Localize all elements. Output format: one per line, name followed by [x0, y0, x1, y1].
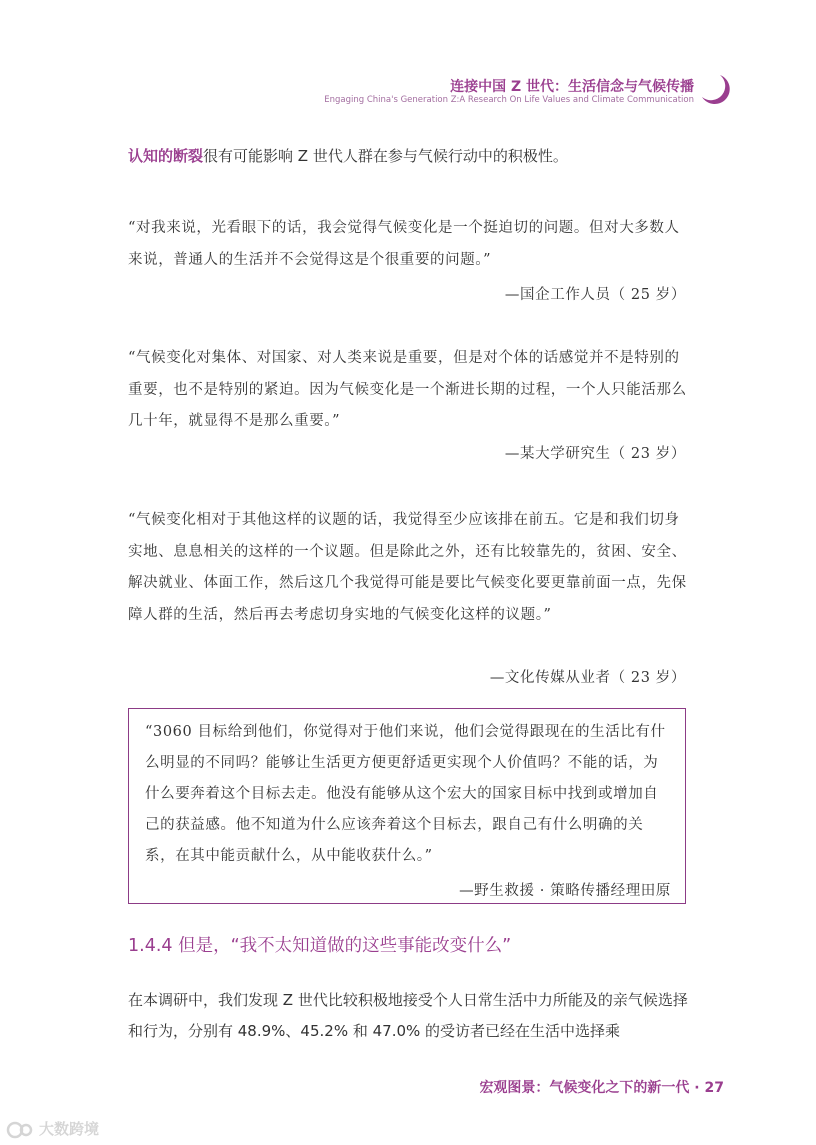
intro-highlight: 认知的断裂 [128, 147, 204, 165]
boxed-quote-text: “3060 目标给到他们，你觉得对于他们来说，他们会觉得跟现在的生活比有什么明显的不同吗？能够让生活更方便更舒适更实现个人价值吗？不能的话，为什么要奔着这个目标去走。他没有能够从这个宏大的国家目标中找到或增加自己的获益感。他不知道为什么应该奔着这个目标去，跟自己有什么明确的关系，在其中能贡献什么，从中能收获什么。” [145, 724, 666, 864]
section-title: 1.4.4 但是，“我不太知道做的这些事能改变什么” [128, 936, 512, 956]
quote-attribution: —国企工作人员（ 25 岁） [504, 287, 686, 303]
boxed-quote-attribution: —野生救援 · 策略传播经理田原 [459, 883, 671, 899]
body-paragraph: 在本调研中，我们发现 Z 世代比较积极地接受个人日常生活中力所能及的亲气候选择和行为，分别有 48.9%、45.2% 和 47.0% 的受访者已经在生活中选择乘 [128, 991, 688, 1040]
intro-paragraph [128, 145, 698, 167]
watermark-text: 大数跨境 [39, 1120, 100, 1138]
crescent-moon-icon [698, 73, 732, 107]
quote-text: “气候变化对集体、对国家、对人类来说是重要，但是对个体的话感觉并不是特别的重要，也不是特别的紧迫。因为气候变化是一个渐进长期的过程，一个人只能活那么几十年，就显得不是那么重要。” [128, 350, 687, 429]
quote-attribution: —文化传媒从业者（ 23 岁） [489, 670, 686, 686]
quote-text: “对我来说，光看眼下的话，我会觉得气候变化是一个挺迫切的问题。但对大多数人来说，普通人的生活并不会觉得这是个很重要的问题。” [128, 220, 680, 268]
page-footer: 宏观图景：气候变化之下的新一代 · 27 [479, 1080, 724, 1096]
quote-attribution: —某大学研究生（ 23 岁） [504, 446, 686, 462]
intro-text: 很有可能影响 Z 世代人群在参与气候行动中的积极性。 [203, 147, 568, 165]
logo-icon [6, 1121, 36, 1139]
quote-text: “气候变化相对于其他这样的议题的话，我觉得至少应该排在前五。它是和我们切身实地、息息相关的这样的一个议题。但是除此之外，还有比较靠先的，贫困、安全、解决就业、体面工作，然后这几个我觉得可能是要比气候变化要更靠前面一点，先保障人群的生活，然后再去考虑切身实地的气候变化这样的议题。” [128, 512, 687, 623]
header-title: 连接中国 Z 世代：生活信念与气候传播 [450, 79, 694, 95]
watermark [6, 1118, 99, 1140]
header-subtitle: Engaging China's Generation Z:A Research On Life Values and Climate Communication [324, 95, 694, 105]
boxed-quote [128, 708, 686, 904]
